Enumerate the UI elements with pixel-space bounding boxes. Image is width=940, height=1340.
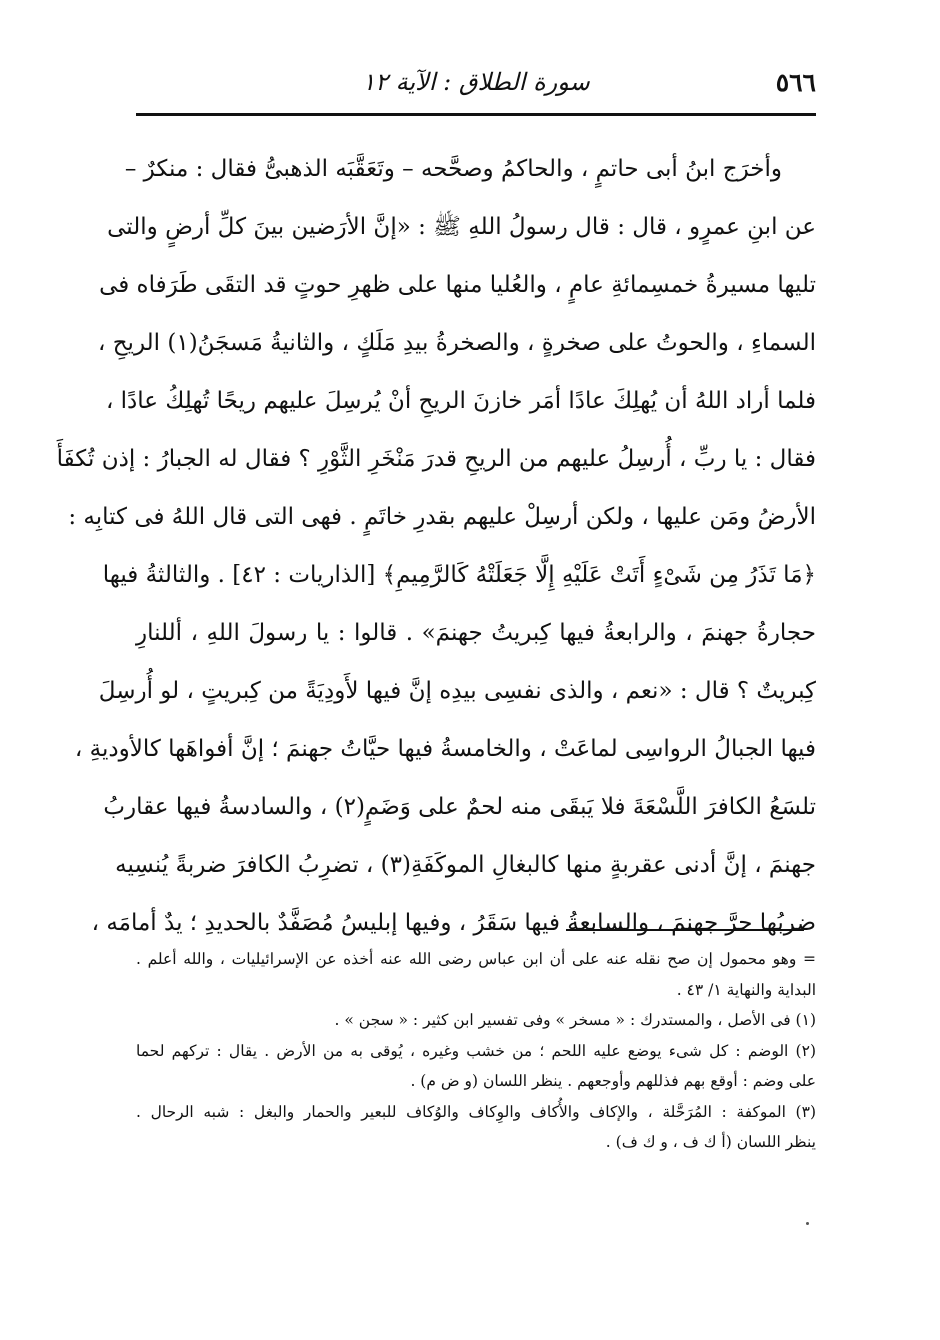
text-line: ﴿مَا تَذَرُ مِن شَىْءٍ أَتَتْ عَلَيْهِ إِلَّا جَعَلَتْهُ كَالرَّمِيمِ﴾ [الذاريات : ٤٢] . والثالثةُ فيها [102,562,816,588]
footnotes [136,944,816,1158]
page-header [136,62,816,112]
running-title: سورة الطلاق : الآية ١٢ [362,68,590,96]
text-line: حجارةُ جهنمَ ، والرابعةُ فيها كِبريتُ جهنمَ» . قالوا : يا رسولَ اللهِ ، أللنارِ [136,620,816,646]
footnote-line: (١) فى الأصل ، والمستدرك : « مسخر » وفى تفسير ابن كثير : « سجن » . [334,1011,816,1029]
text-line: السماءِ ، والحوتُ على صخرةٍ ، والصخرةُ بيدِ مَلَكٍ ، والثانيةُ مَسجَنُ(١) الريحِ ، [97,330,816,356]
footnote-line: البداية والنهاية ١/ ٤٣ . [676,980,816,999]
end-mark [806,1222,809,1225]
text-line: فقال : يا ربِّ ، أُرسِلُ عليهم من الريحِ قدرَ مَنْخَرِ الثَّوْرِ ؟ فقال له الجبارُ : إذن تُكفَأَ [56,446,816,472]
text-line: فيها الجبالُ الرواسِى لماعَتْ ، والخامسةُ فيها حيَّاتُ جهنمَ ؛ إنَّ أفواهَها كالأوديةِ ، [74,736,816,762]
header-rule [136,113,816,116]
footnote-line: (٢) الوضم : كل شىء يوضع عليه اللحم ؛ من خشب وغيره ، يُوقى به من الأرض . يقال : تركهم لحما [136,1041,816,1060]
text-line: ضربُها حرَّ جهنمَ ، والسابعةُ فيها سَقَرُ ، وفيها إبليسُ مُصَفَّدٌ بالحديدِ ؛ يدٌ أمامَه ، [91,910,816,936]
text-line: تلسَعُ الكافرَ اللَّسْعَةَ فلا يَبقَى منه لحمٌ على وَضَمٍ(٢) ، والسادسةُ فيها عقاربُ [103,794,816,820]
text-line: عن ابنِ عمرٍو ، قال : قال رسولُ اللهِ ﷺ : «إنَّ الأرَضين بينَ كلِّ أرضٍ والتى [107,214,816,240]
main-text [56,140,816,952]
footnote-line: على وضم : أوقع بهم فذللهم وأوجعهم . ينظر اللسان (و ض م) . [410,1072,816,1090]
text-line: فلما أراد اللهُ أن يُهلِكَ عادًا أمَر خازنَ الريحِ أنْ يُرسِلَ عليهم ريحًا تُهلِكُ عادًا ، [105,388,816,414]
footnote-rule [566,929,804,931]
footnote-line: (٣) الموكفة : المُرَحَّلة ، والإكاف والأُكاف والوِكاف والوُكاف للبعير والحمار والبغل : شبه الرحال . [136,1102,816,1121]
text-line: تليها مسيرةُ خمسِمائةِ عامٍ ، والعُليا منها على ظهرِ حوتٍ قد التقَى طَرَفاه فى [99,272,816,298]
page-number: ٥٦٦ [775,68,816,97]
footnote-line: ينظر اللسان (أ ك ف ، و ك ف) . [605,1133,816,1151]
footnote-line: = وهو محمول إن صح نقله عنه على أن ابن عباس رضى الله عنه أخذه عن الإسرائيليات ، والله أعلم . [136,950,816,968]
text-line: الأرضُ ومَن عليها ، ولكن أرسِلْ عليهم بقدرِ خاتَمٍ . فهى التى قال اللهُ فى كتابِه : [68,504,816,530]
text-line: كِبريتٌ ؟ قال : «نعم ، والذى نفسِى بيدِه إنَّ فيها لأَودِيَةً من كِبريتٍ ، لو أُرسِلَ [98,678,816,704]
text-line: جهنمَ ، إنَّ أدنى عقربةٍ منها كالبغالِ الموكَفَةِ(٣) ، تضرِبُ الكافرَ ضربةً يُنسِيه [115,852,816,878]
text-line: وأخرَج ابنُ أبى حاتمٍ ، والحاكمُ وصحَّحه – وتَعَقَّبَه الذهبىُّ فقال : منكرٌ – [124,156,782,182]
